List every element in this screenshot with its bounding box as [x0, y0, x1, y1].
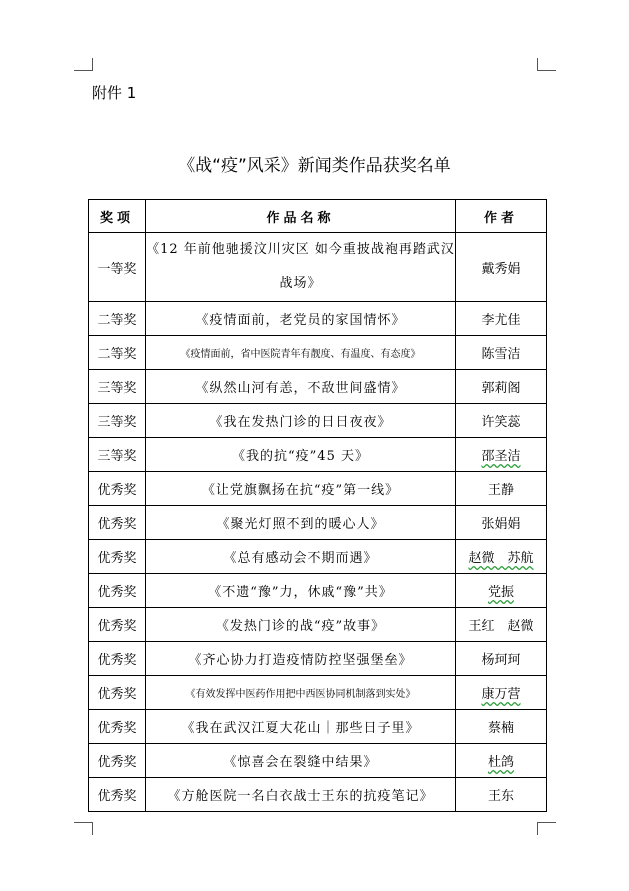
table-row	[89, 744, 547, 778]
table-row	[89, 438, 547, 472]
work-cell: 《我在武汉江夏大花山｜那些日子里》	[146, 710, 456, 744]
crop-mark-bottom-right	[537, 822, 556, 835]
work-cell: 《疫情面前，老党员的家国情怀》	[146, 302, 456, 336]
author-cell: 戴秀娟	[456, 233, 547, 302]
awards-table	[88, 199, 547, 812]
document-title: 《战“疫”风采》新闻类作品获奖名单	[178, 156, 451, 176]
table-row	[89, 676, 547, 710]
award-cell: 优秀奖	[89, 676, 146, 710]
award-cell: 二等奖	[89, 336, 146, 370]
work-cell: 《有效发挥中医药作用把中西医协同机制落到实处》	[146, 676, 456, 710]
table-row	[89, 710, 547, 744]
author-cell: 张娟娟	[456, 506, 547, 540]
work-cell: 《惊喜会在裂缝中结果》	[146, 744, 456, 778]
award-cell: 优秀奖	[89, 574, 146, 608]
work-cell: 《疫情面前，省中医院青年有靓度、有温度、有态度》	[146, 336, 456, 370]
author-cell: 王红 赵微	[456, 608, 547, 642]
award-cell: 优秀奖	[89, 472, 146, 506]
table-row	[89, 778, 547, 812]
award-cell: 二等奖	[89, 302, 146, 336]
award-cell: 优秀奖	[89, 506, 146, 540]
work-cell: 《聚光灯照不到的暖心人》	[146, 506, 456, 540]
author-cell: 蔡楠	[456, 710, 547, 744]
table-row	[89, 302, 547, 336]
work-cell: 《不遗“豫”力，休戚“豫”共》	[146, 574, 456, 608]
award-cell: 优秀奖	[89, 778, 146, 812]
table-row	[89, 608, 547, 642]
table-row	[89, 642, 547, 676]
work-cell: 《方舱医院一名白衣战士王东的抗疫笔记》	[146, 778, 456, 812]
work-cell: 《让党旗飘扬在抗“疫”第一线》	[146, 472, 456, 506]
table-row	[89, 336, 547, 370]
crop-mark-bottom-left	[74, 822, 93, 835]
table-row	[89, 233, 547, 302]
author-cell	[456, 676, 547, 710]
header-award: 奖项	[89, 200, 146, 233]
table-row	[89, 574, 547, 608]
work-cell: 《我在发热门诊的日日夜夜》	[146, 404, 456, 438]
award-cell: 一等奖	[89, 233, 146, 302]
work-cell: 《我的抗“疫”45 天》	[146, 438, 456, 472]
work-cell: 《发热门诊的战“疫”故事》	[146, 608, 456, 642]
table-row	[89, 404, 547, 438]
award-cell: 三等奖	[89, 438, 146, 472]
work-cell: 《总有感动会不期而遇》	[146, 540, 456, 574]
table-row	[89, 370, 547, 404]
table-header-row	[89, 200, 547, 233]
award-cell: 优秀奖	[89, 710, 146, 744]
author-cell: 王静	[456, 472, 547, 506]
work-cell: 《齐心协力打造疫情防控坚强堡垒》	[146, 642, 456, 676]
header-author: 作者	[456, 200, 547, 233]
award-cell: 优秀奖	[89, 744, 146, 778]
author-name: 康万营	[481, 687, 521, 702]
author-cell	[456, 540, 547, 574]
author-name: 杜鸽	[487, 755, 514, 770]
author-cell	[456, 438, 547, 472]
award-cell: 三等奖	[89, 404, 146, 438]
table-row	[89, 472, 547, 506]
award-cell: 三等奖	[89, 370, 146, 404]
attachment-label: 附件 1	[92, 84, 137, 102]
author-cell: 许笑蕊	[456, 404, 547, 438]
work-cell: 《12 年前他驰援汶川灾区 如今重披战袍再踏武汉战场》	[146, 233, 456, 302]
award-cell: 优秀奖	[89, 608, 146, 642]
author-name: 党振	[487, 585, 514, 600]
award-cell: 优秀奖	[89, 540, 146, 574]
author-cell: 陈雪洁	[456, 336, 547, 370]
work-cell: 《纵然山河有恙，不敌世间盛情》	[146, 370, 456, 404]
author-cell	[456, 574, 547, 608]
award-cell: 优秀奖	[89, 642, 146, 676]
crop-mark-top-left	[74, 58, 93, 71]
author-name: 赵微 苏航	[468, 551, 534, 566]
author-cell: 李尤佳	[456, 302, 547, 336]
crop-mark-top-right	[537, 58, 556, 71]
author-cell	[456, 744, 547, 778]
header-work: 作品名称	[146, 200, 456, 233]
table-row	[89, 540, 547, 574]
author-name: 邵圣洁	[481, 449, 521, 464]
author-cell: 郭莉阁	[456, 370, 547, 404]
author-cell: 王东	[456, 778, 547, 812]
table-row	[89, 506, 547, 540]
author-cell: 杨珂珂	[456, 642, 547, 676]
